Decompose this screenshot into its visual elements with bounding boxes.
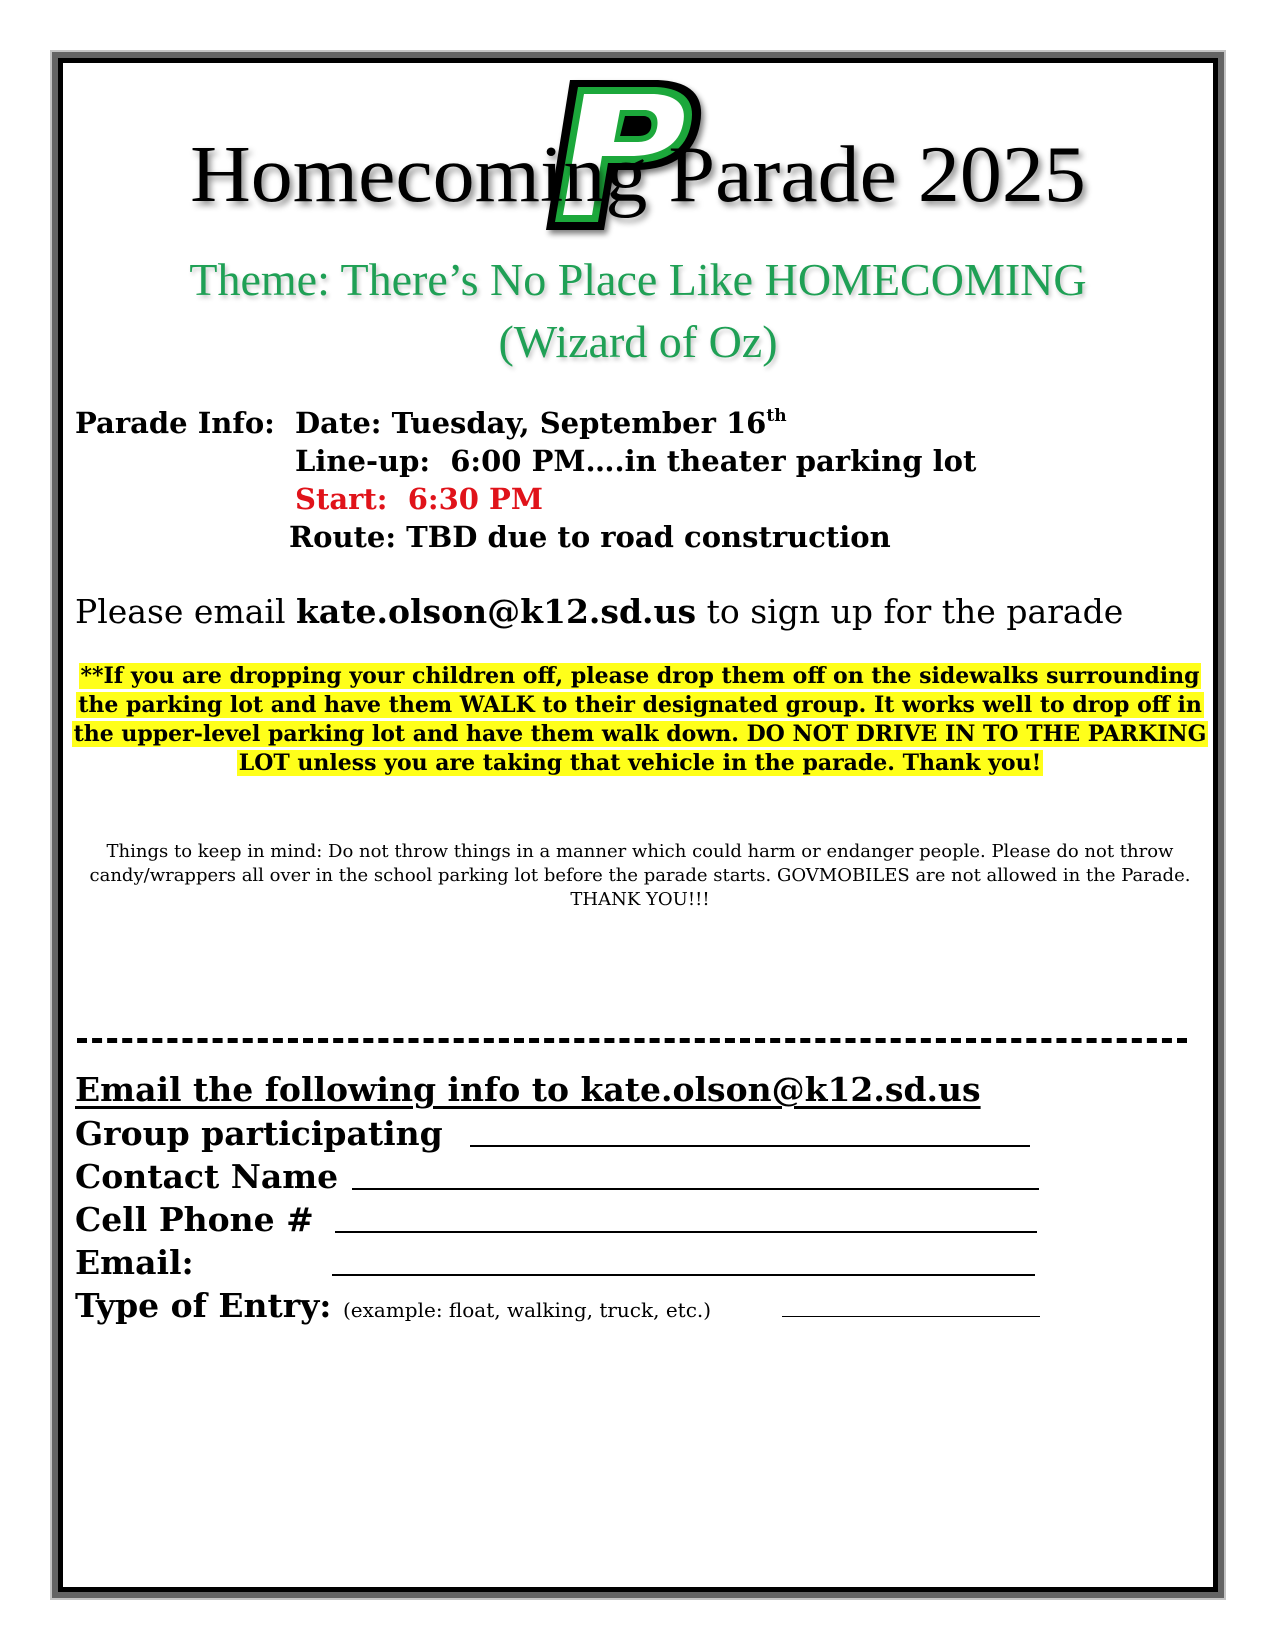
form-field-email (75, 1241, 194, 1285)
form-label-group: Group participating (75, 1114, 455, 1153)
keep-in-mind-note (70, 840, 1210, 912)
signup-instructions (75, 590, 1123, 634)
signup-text-before: Please email (75, 592, 297, 631)
parade-date-suffix: th (766, 406, 787, 426)
form-field-cell-phone (75, 1198, 325, 1242)
form-label-phone: Cell Phone # (75, 1200, 326, 1239)
cell-phone-blank[interactable] (335, 1231, 1037, 1233)
contact-name-blank[interactable] (352, 1188, 1039, 1190)
form-hint-entry-type: (example: float, walking, truck, etc.) (342, 1298, 712, 1322)
form-field-group-participating (75, 1112, 454, 1156)
keep-in-mind-text: Things to keep in mind: Do not throw things in a manner which could harm or endanger people. Please do not throw candy/wrappers all over in the school parking lot before the parade starts. GOVMOBILES are not allowed in the Parade. (89, 841, 1191, 886)
group-participating-blank[interactable] (470, 1145, 1030, 1147)
form-heading: Email the following info to kate.olson@k12.sd.us (75, 1070, 981, 1109)
parade-date (295, 404, 787, 442)
parade-start: Start: 6:30 PM (295, 482, 543, 516)
parade-route: Route: TBD due to road construction (289, 520, 891, 554)
form-field-contact-name (75, 1155, 338, 1199)
thank-you-text: THANK YOU!!! (570, 889, 710, 910)
form-label-contact: Contact Name (75, 1157, 339, 1196)
form-label-email: Email: (75, 1243, 194, 1282)
theme-line: Theme: There’s No Place Like HOMECOMING (189, 254, 1087, 305)
dropoff-notice-text: **If you are dropping your children off, please drop them off on the sidewalks surrounding the parking lot and have them WALK to their designated group. It works well to drop off in the upper-level parking lot and have them walk down. DO NOT DRIVE IN TO THE PARKING LOT unless you are taking that vehicle in the parade. Thank you! (73, 663, 1207, 776)
cut-line-divider (77, 1038, 1187, 1043)
email-blank[interactable] (332, 1274, 1035, 1276)
type-of-entry-blank[interactable] (782, 1316, 1040, 1317)
form-label-entry-type: Type of Entry: (75, 1286, 343, 1325)
parade-date-text: Date: Tuesday, September 16 (295, 406, 767, 440)
parade-info-label: Parade Info: (75, 406, 275, 440)
parade-lineup: Line-up: 6:00 PM….in theater parking lot (295, 444, 977, 478)
dropoff-notice (70, 662, 1210, 778)
form-field-type-of-entry (75, 1284, 711, 1328)
signup-text-after: to sign up for the parade (696, 592, 1124, 631)
signup-email-link[interactable]: kate.olson@k12.sd.us (296, 592, 697, 631)
page-title: Homecoming Parade 2025 (190, 131, 1086, 219)
theme-subtitle: (Wizard of Oz) (498, 316, 778, 367)
